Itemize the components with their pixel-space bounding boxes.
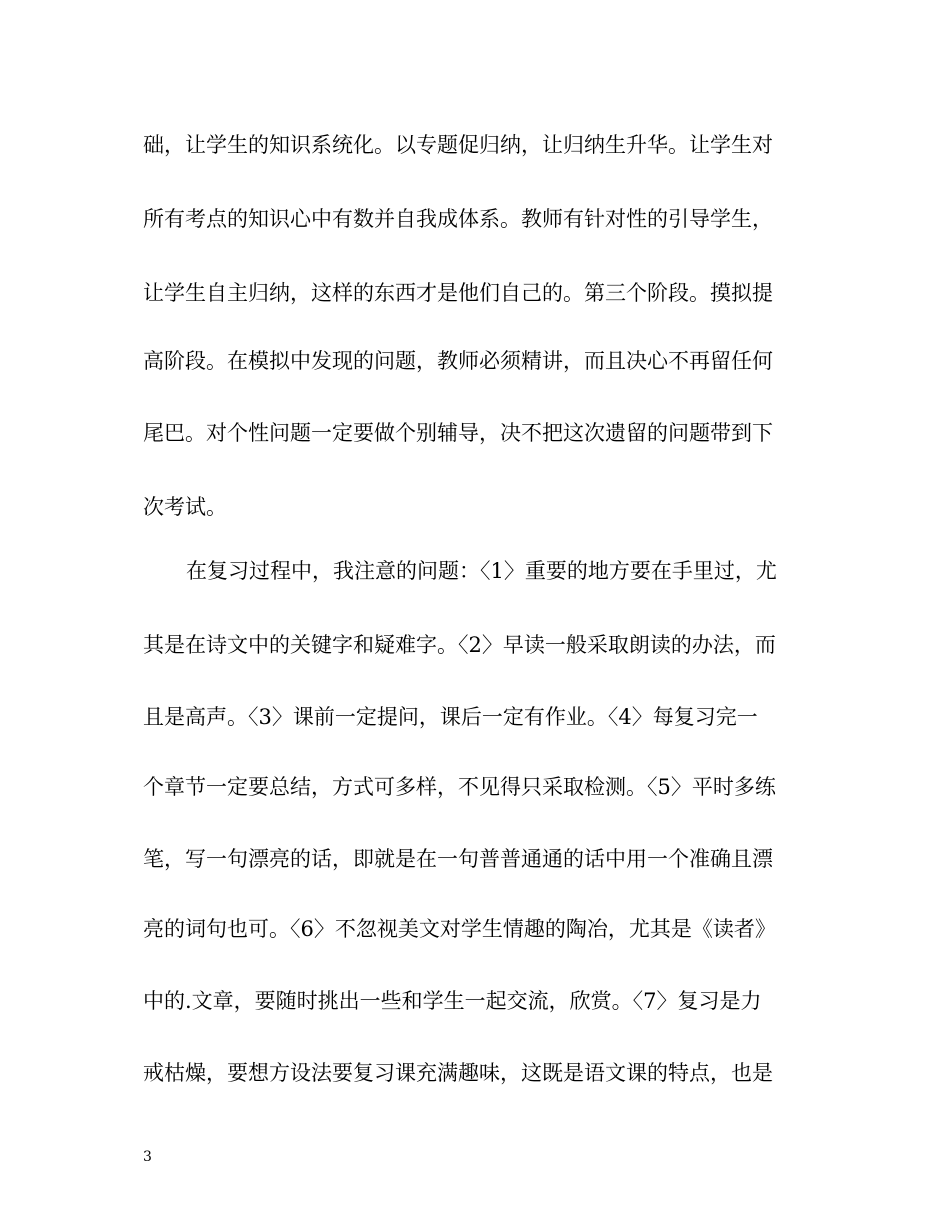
text-line: 尾巴。对个性问题一定要做个别辅导，决不把这次遗留的问题带到下 [143,421,773,445]
paragraph-first-line: 在复习过程中，我注意的问题：〈1〉重要的地方要在手里过，尤 [186,559,777,583]
text-line: 其是在诗文中的关键字和疑难字。〈2〉早读一般采取朗读的办法，而 [143,633,776,657]
text-line: 次考试。 [143,495,227,519]
text-line: 个章节一定要总结，方式可多样，不见得只采取检测。〈5〉平时多练 [143,775,776,799]
text-line: 且是高声。〈3〉课前一定提问，课后一定有作业。〈4〉每复习完一 [143,705,758,729]
text-line: 础，让学生的知识系统化。以专题促归纳，让归纳生升华。让学生对 [143,133,773,157]
text-line: 笔，写一句漂亮的话，即就是在一句普普通通的话中用一个准确且漂 [143,847,773,871]
text-line: 中的.文章，要随时挑出一些和学生一起交流，欣赏。〈7〉复习是力 [143,989,762,1013]
text-line: 亮的词句也可。〈6〉不忽视美文对学生情趣的陶冶，尤其是《读者》 [143,917,776,941]
page-number: 3 [143,1149,152,1165]
text-line: 高阶段。在模拟中发现的问题，教师必须精讲，而且决心不再留任何 [143,349,773,373]
text-line: 所有考点的知识心中有数并自我成体系。教师有针对性的引导学生， [143,207,773,231]
text-line: 让学生自主归纳，这样的东西才是他们自己的。第三个阶段。摸拟提 [143,281,773,305]
text-line: 戒枯燥，要想方设法要复习课充满趣味，这既是语文课的特点，也是 [143,1061,773,1085]
